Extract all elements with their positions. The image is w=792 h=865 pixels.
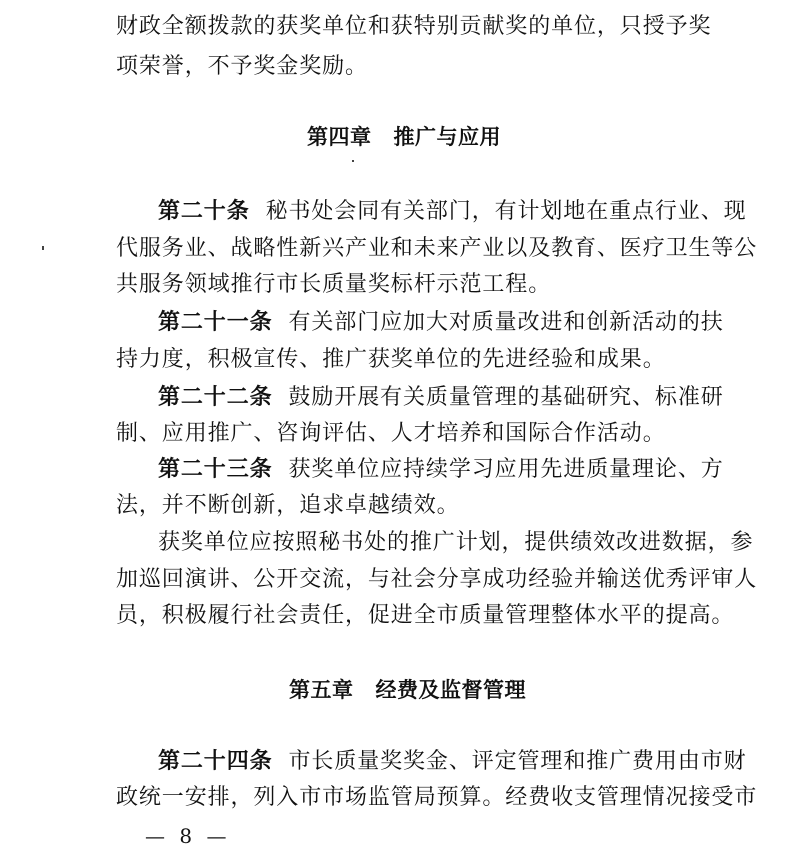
article-label: 第二十一条 xyxy=(158,309,273,335)
paragraph-line: 财政全额拨款的获奖单位和获特别贡献奖的单位，只授予奖 xyxy=(116,14,712,39)
article-first-line xyxy=(158,382,724,413)
article-label: 第二十三条 xyxy=(158,456,273,482)
paragraph-line: 项荣誉，不予奖金奖励。 xyxy=(116,54,368,79)
paragraph-line: 加巡回演讲、公开交流，与社会分享成功经验并输送优秀评审人 xyxy=(116,567,758,592)
article-text: 市长质量奖奖金、评定管理和推广费用由市财 xyxy=(288,749,747,774)
paragraph-line: 政统一安排，列入市市场监管局预算。经费收支管理情况接受市 xyxy=(116,785,758,810)
article-label: 第二十四条 xyxy=(158,748,273,774)
chapter-number: 第五章 xyxy=(289,677,354,702)
scan-speck xyxy=(352,160,354,162)
article-text: 秘书处会同有关部门，有计划地在重点行业、现 xyxy=(265,199,747,224)
scan-speck xyxy=(42,246,44,250)
paragraph-line: 代服务业、战略性新兴产业和未来产业以及教育、医疗卫生等公 xyxy=(116,236,758,261)
article-text: 鼓励开展有关质量管理的基础研究、标准研 xyxy=(288,385,724,410)
article-first-line xyxy=(158,746,747,777)
paragraph-line: 持力度，积极宣传、推广获奖单位的先进经验和成果。 xyxy=(116,347,666,372)
article-text: 有关部门应加大对质量改进和创新活动的扶 xyxy=(288,310,724,335)
paragraph-first-line: 获奖单位应按照秘书处的推广计划，提供绩效改进数据，参 xyxy=(158,530,754,555)
page-number: — 8 — xyxy=(145,824,231,848)
article-text: 获奖单位应持续学习应用先进质量理论、方 xyxy=(288,457,724,482)
chapter-heading xyxy=(307,122,501,152)
chapter-title: 推广与应用 xyxy=(393,124,501,149)
chapter-heading xyxy=(289,675,526,705)
article-first-line xyxy=(158,196,747,227)
chapter-title: 经费及监督管理 xyxy=(375,677,526,702)
paragraph-line: 共服务领域推行市长质量奖标杆示范工程。 xyxy=(116,272,552,297)
article-first-line xyxy=(158,454,724,485)
paragraph-line: 制、应用推广、咨询评估、人才培养和国际合作活动。 xyxy=(116,421,666,446)
paragraph-line: 法，并不断创新，追求卓越绩效。 xyxy=(116,493,460,518)
article-label: 第二十条 xyxy=(158,198,250,224)
chapter-number: 第四章 xyxy=(307,124,372,149)
article-first-line xyxy=(158,307,724,338)
paragraph-line: 员，积极履行社会责任，促进全市质量管理整体水平的提高。 xyxy=(116,603,735,628)
article-label: 第二十二条 xyxy=(158,384,273,410)
